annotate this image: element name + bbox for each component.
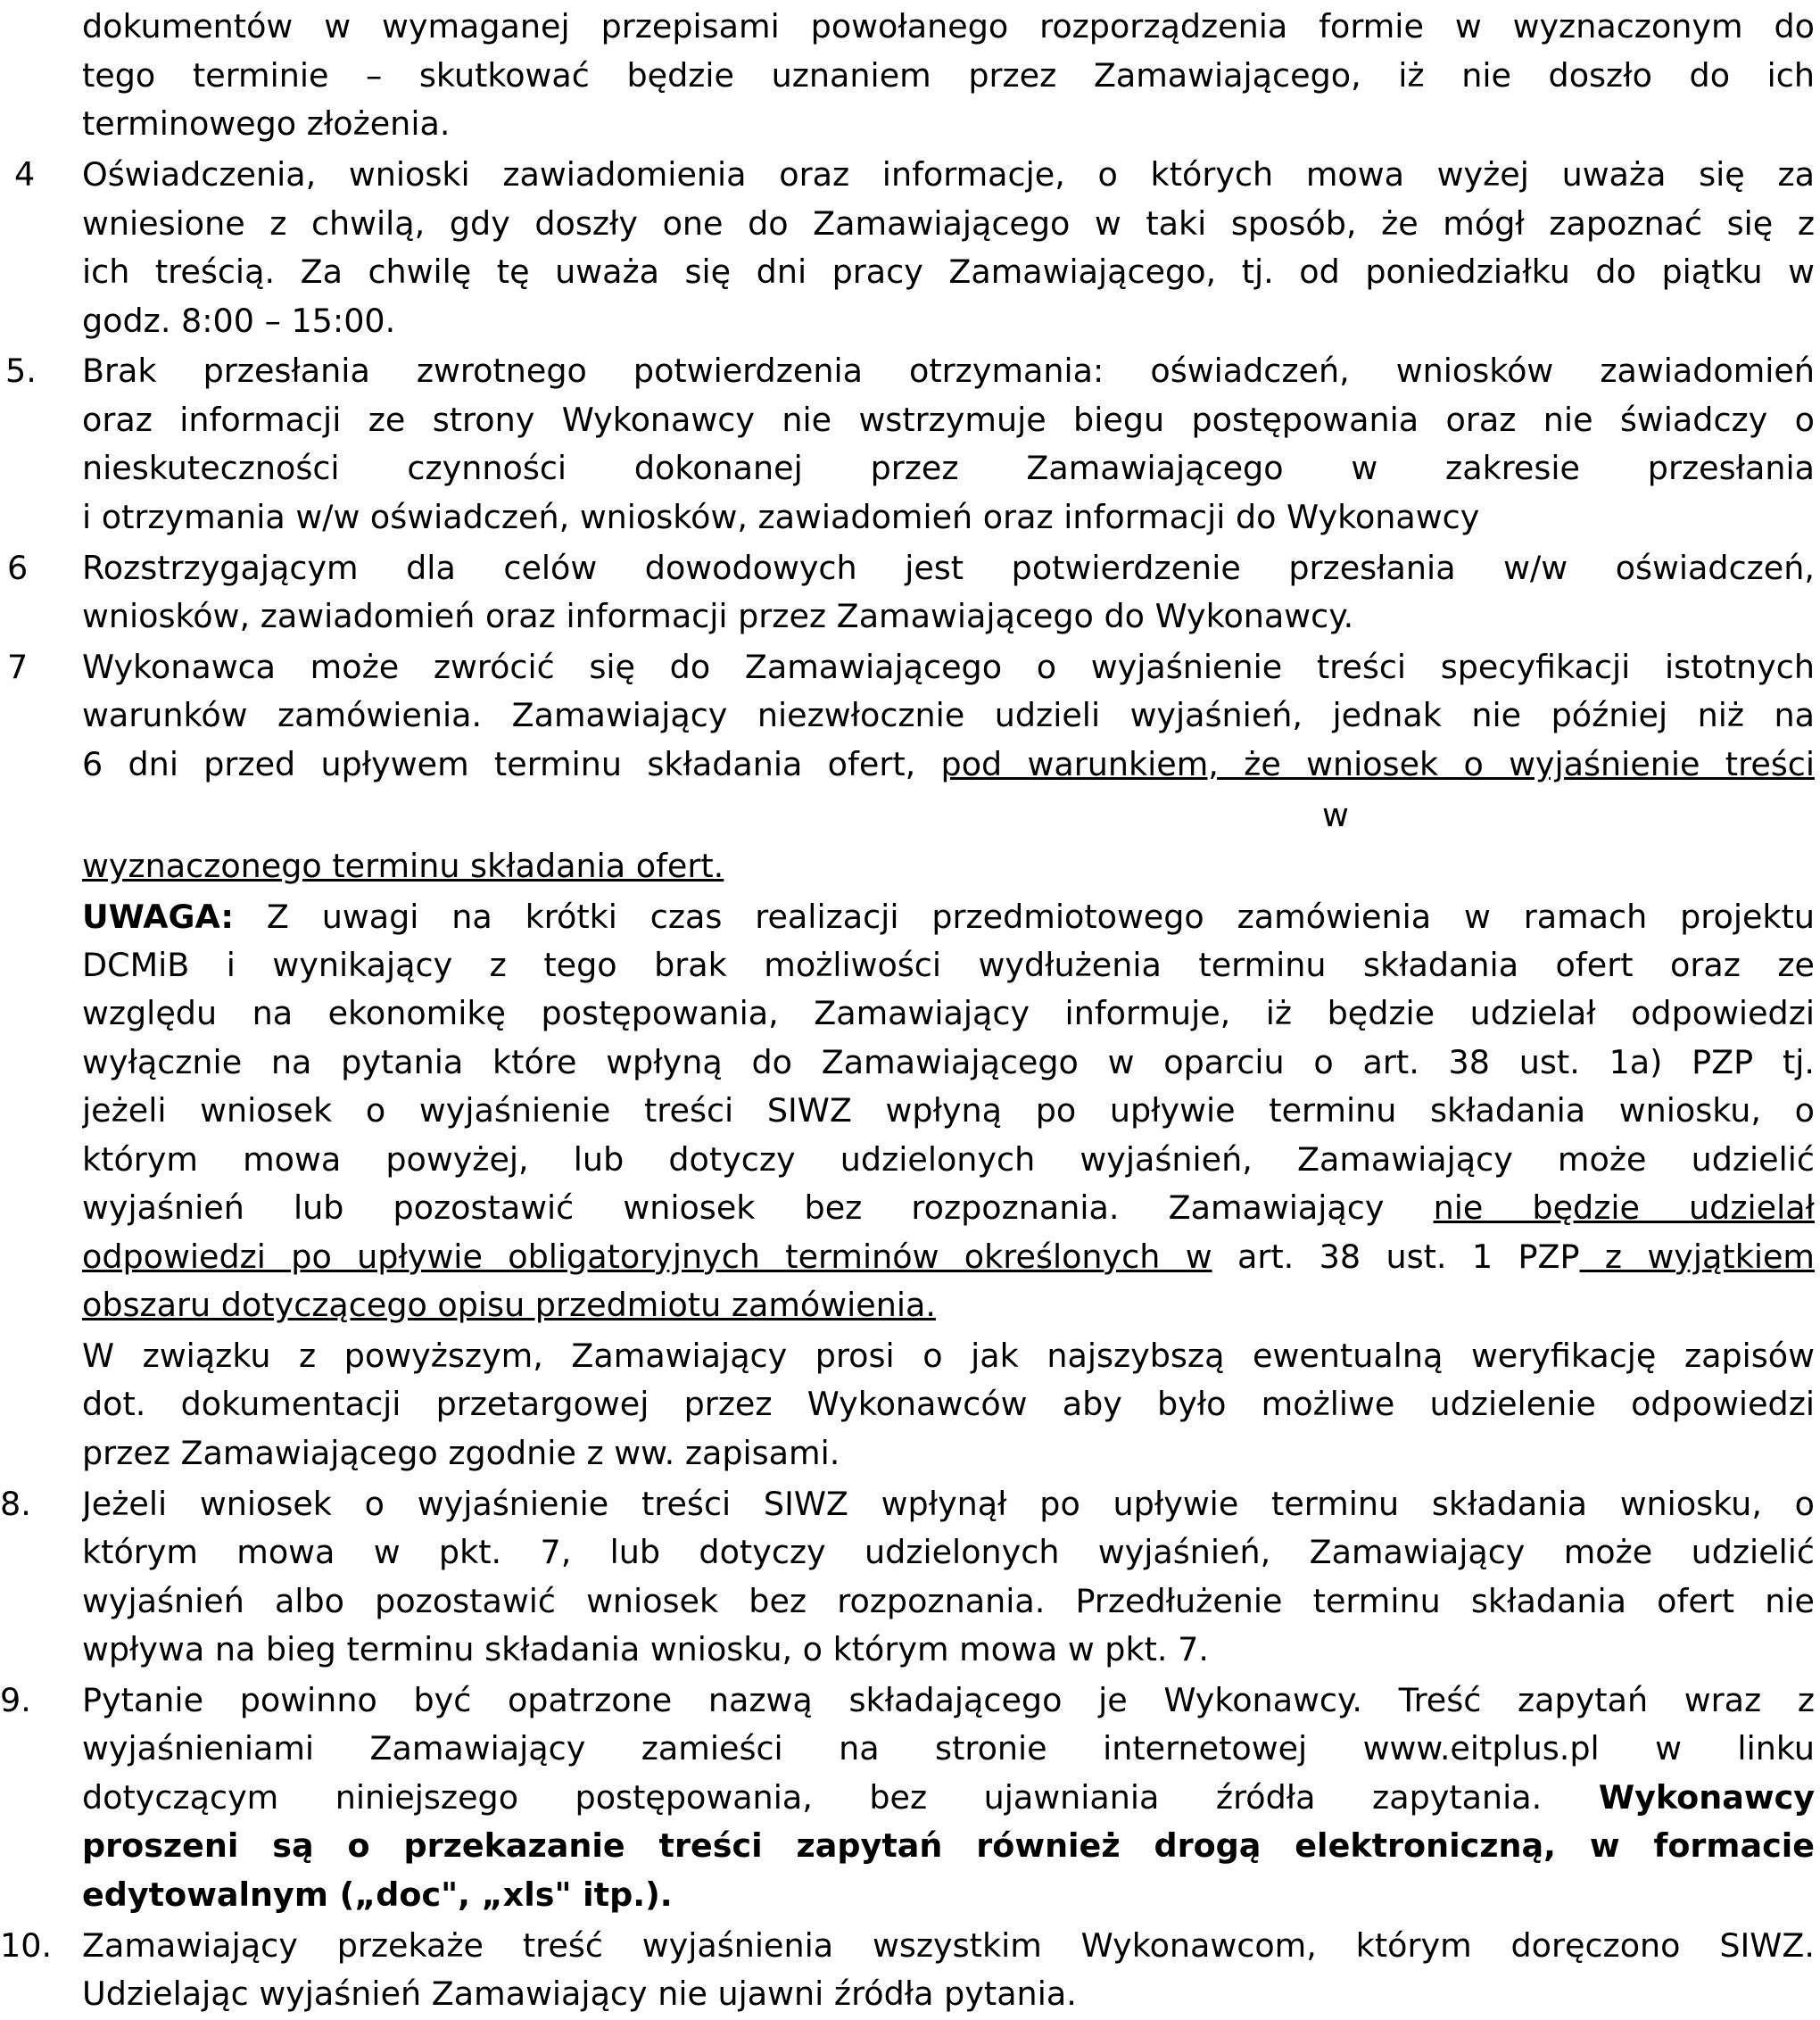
list-number: 7 (7, 648, 29, 687)
uwaga-label: UWAGA: (82, 897, 234, 936)
list-number: 6 (7, 548, 29, 587)
paragraph-line: proszeni są o przekazanie treści zapytań również drogą elektroniczną, w formacie (82, 1826, 1815, 1866)
list-number: 4 (14, 155, 36, 195)
paragraph-line: wyjaśnieniami Zamawiający zamieści na stronie internetowej www.eitplus.pl w linku (82, 1729, 1815, 1768)
paragraph-line: Zamawiający przekaże treść wyjaśnienia wszystkim Wykonawcom, którym doręczono SIWZ. (82, 1925, 1815, 1965)
paragraph-line (82, 1280, 1815, 1329)
underlined-text: odpowiedzi po upływie obligatoryjnych terminów określonych w (82, 1237, 1212, 1276)
paragraph-line: wyłącznie na pytania które wpłyną do Zamawiającego w oparciu o art. 38 ust. 1a) PZP tj. (82, 1042, 1815, 1081)
list-number: 10. (0, 1925, 53, 1965)
underlined-text: nie będzie udzielał (1433, 1188, 1815, 1228)
orphan-word: w (1322, 795, 1349, 834)
underlined-text: obszaru dotyczącego opisu przedmiotu zamówienia. (82, 1286, 936, 1325)
paragraph-line: Jeżeli wniosek o wyjaśnienie treści SIWZ wpłynął po upływie terminu składania wniosku, o (82, 1484, 1815, 1523)
text-run: art. 38 ust. 1 PZP (1212, 1237, 1580, 1276)
paragraph-line: Pytanie powinno być opatrzone nazwą składającego je Wykonawcy. Treść zapytań wraz z (82, 1681, 1815, 1719)
paragraph-line: DCMiB i wynikający z tego brak możliwości wydłużenia terminu składania ofert oraz ze (82, 946, 1815, 985)
paragraph-line: dot. dokumentacji przetargowej przez Wykonawców aby było możliwe udzielenie odpowiedzi (82, 1385, 1815, 1424)
text-run: wyjaśnień lub pozostawić wniosek bez rozpoznania. Zamawiający (82, 1188, 1434, 1228)
paragraph-line (82, 1773, 1815, 1822)
paragraph-line: tego terminie – skutkować będzie uznaniem przez Zamawiającego, iż nie doszło do ich (82, 55, 1815, 95)
paragraph-line: Oświadczenia, wnioski zawiadomienia oraz informacje, o których mowa wyżej uważa się za (82, 155, 1815, 195)
list-number: 9. (0, 1681, 31, 1719)
paragraph-line: wyjaśnień albo pozostawić wniosek bez rozpoznania. Przedłużenie terminu składania ofert nie (82, 1581, 1815, 1620)
paragraph-line (82, 1183, 1815, 1232)
paragraph-line (82, 892, 1815, 941)
paragraph-line: Udzielając wyjaśnień Zamawiający nie ujawni źródła pytania. (82, 1974, 1077, 2014)
paragraph-line: przez Zamawiającego zgodnie z ww. zapisami. (82, 1433, 840, 1472)
paragraph-line (82, 841, 1815, 890)
text-run: 6 dni przed upływem terminu składania ofert, (82, 744, 941, 783)
paragraph-line (82, 1232, 1815, 1281)
list-number: 8. (0, 1484, 31, 1523)
paragraph-line: względu na ekonomikę postępowania, Zamawiający informuje, iż będzie udzielał odpowiedzi (82, 994, 1815, 1033)
underlined-text: pod warunkiem, że wniosek o wyjaśnienie treści (940, 744, 1815, 783)
paragraph-line: godz. 8:00 – 15:00. (82, 301, 396, 340)
paragraph-line: którym mowa powyżej, lub dotyczy udzielonych wyjaśnień, Zamawiający może udzielić (82, 1139, 1815, 1179)
paragraph-line (82, 740, 1815, 789)
paragraph-line: wniosków, zawiadomień oraz informacji przez Zamawiającego do Wykonawcy. (82, 597, 1354, 636)
paragraph-line: Wykonawca może zwrócić się do Zamawiającego o wyjaśnienie treści specyfikacji istotnych (82, 648, 1815, 687)
text-run: dotyczącym niniejszego postępowania, bez ujawniania źródła zapytania. (82, 1777, 1599, 1817)
paragraph-line: ich treścią. Za chwilę tę uważa się dni pracy Zamawiającego, tj. od poniedziałku do piątku w (82, 252, 1815, 292)
paragraph-line: jeżeli wniosek o wyjaśnienie treści SIWZ wpłyną po upływie terminu składania wniosku, o (82, 1091, 1815, 1130)
bold-text: Wykonawcy (1598, 1777, 1815, 1817)
paragraph-line: wniesione z chwilą, gdy doszły one do Zamawiającego w taki sposób, że mógł zapoznać się z (82, 203, 1815, 243)
paragraph-line: Rozstrzygającym dla celów dowodowych jest potwierdzenie przesłania w/w oświadczeń, (82, 548, 1815, 587)
underlined-text: z wyjątkiem (1579, 1237, 1815, 1276)
text-run: Z uwagi na krótki czas realizacji przedmiotowego zamówienia w ramach projektu (234, 897, 1815, 936)
paragraph-line: którym mowa w pkt. 7, lub dotyczy udzielonych wyjaśnień, Zamawiający może udzielić (82, 1533, 1815, 1572)
paragraph-line: nieskuteczności czynności dokonanej przez Zamawiającego w zakresie przesłania (82, 449, 1815, 488)
paragraph-line: oraz informacji ze strony Wykonawcy nie wstrzymuje biegu postępowania oraz nie świadczy o (82, 400, 1815, 439)
list-number: 5. (5, 352, 37, 391)
paragraph-line: wpływa na bieg terminu składania wniosku, o którym mowa w pkt. 7. (82, 1630, 1209, 1669)
paragraph-line: Brak przesłania zwrotnego potwierdzenia otrzymania: oświadczeń, wniosków zawiadomień (82, 352, 1815, 391)
paragraph-line: i otrzymania w/w oświadczeń, wniosków, zawiadomień oraz informacji do Wykonawcy (82, 497, 1480, 536)
paragraph-line: terminowego złożenia. (82, 104, 451, 144)
paragraph-line: edytowalnym („doc", „xls" itp.). (82, 1875, 673, 1914)
underlined-text: wyznaczonego terminu składania ofert. (82, 846, 724, 885)
paragraph-line: W związku z powyższym, Zamawiający prosi o jak najszybszą ewentualną weryfikację zapisów (82, 1337, 1815, 1375)
paragraph-line: dokumentów w wymaganej przepisami powołanego rozporządzenia formie w wyznaczonym do (82, 7, 1815, 46)
paragraph-line: warunków zamówienia. Zamawiający niezwłocznie udzieli wyjaśnień, jednak nie później niż na (82, 696, 1815, 735)
